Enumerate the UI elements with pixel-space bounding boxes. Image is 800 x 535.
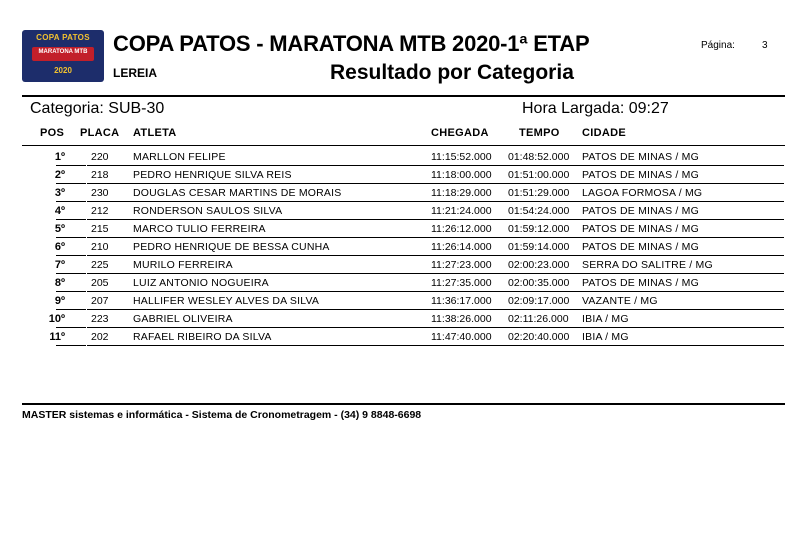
time-cell: 02:00:23.000 <box>508 259 570 271</box>
arrival-cell: 11:18:00.000 <box>431 169 492 181</box>
plate-cell: 225 <box>91 259 109 271</box>
event-logo <box>22 30 104 82</box>
plate-cell: 202 <box>91 331 109 343</box>
arrival-cell: 11:36:17.000 <box>431 295 492 307</box>
arrival-cell: 11:21:24.000 <box>431 205 492 217</box>
city-cell: PATOS DE MINAS / MG <box>582 223 699 235</box>
arrival-cell: 11:47:40.000 <box>431 331 492 343</box>
logo-top-text: COPA PATOS <box>36 33 90 42</box>
table-row <box>0 148 800 166</box>
time-cell: 01:59:14.000 <box>508 241 570 253</box>
plate-cell: 223 <box>91 313 109 325</box>
category-label: Categoria: SUB-30 <box>30 100 165 117</box>
arrival-cell: 11:27:35.000 <box>431 277 492 289</box>
column-header-athlete: ATLETA <box>133 127 177 139</box>
plate-cell: 230 <box>91 187 109 199</box>
time-cell: 01:51:00.000 <box>508 169 570 181</box>
position-cell: 8º <box>54 277 65 289</box>
time-cell: 02:11:26.000 <box>508 313 569 325</box>
column-header-plate: PLACA <box>80 127 120 139</box>
athlete-cell: RONDERSON SAULOS SILVA <box>133 205 283 217</box>
logo-year-text: 2020 <box>54 66 72 75</box>
athlete-cell: HALLIFER WESLEY ALVES DA SILVA <box>133 295 320 307</box>
time-cell: 02:00:35.000 <box>508 277 570 289</box>
page-subtitle: Resultado por Categoria <box>330 61 574 84</box>
row-underline <box>87 345 784 346</box>
row-underline <box>56 345 86 346</box>
table-row <box>0 202 800 220</box>
position-cell: 4º <box>54 205 65 217</box>
city-cell: IBIA / MG <box>582 331 629 343</box>
table-row <box>0 274 800 292</box>
arrival-cell: 11:27:23.000 <box>431 259 492 271</box>
footer-text: MASTER sistemas e informática - Sistema de Cronometragem - (34) 9 8848-6698 <box>22 409 422 421</box>
location-label: LEREIA <box>113 66 158 80</box>
plate-cell: 205 <box>91 277 109 289</box>
table-row <box>0 328 800 346</box>
plate-cell: 212 <box>91 205 109 217</box>
position-cell: 2º <box>54 169 65 181</box>
athlete-cell: PEDRO HENRIQUE SILVA REIS <box>133 169 292 181</box>
table-row <box>0 166 800 184</box>
logo-sub-text: MARATONA MTB <box>38 49 88 55</box>
city-cell: IBIA / MG <box>582 313 629 325</box>
results-table <box>0 148 800 346</box>
athlete-cell: RAFAEL RIBEIRO DA SILVA <box>133 331 272 343</box>
page-number: 3 <box>762 40 768 51</box>
position-cell: 1º <box>54 151 65 163</box>
position-cell: 3º <box>54 187 65 199</box>
column-header-arrival: CHEGADA <box>431 127 489 139</box>
position-cell: 7º <box>54 259 65 271</box>
plate-cell: 215 <box>91 223 109 235</box>
table-row <box>0 220 800 238</box>
arrival-cell: 11:18:29.000 <box>431 187 492 199</box>
city-cell: VAZANTE / MG <box>582 295 658 307</box>
city-cell: LAGOA FORMOSA / MG <box>582 187 703 199</box>
arrival-cell: 11:38:26.000 <box>431 313 492 325</box>
table-row <box>0 256 800 274</box>
position-cell: 10º <box>48 313 65 325</box>
city-cell: PATOS DE MINAS / MG <box>582 151 699 163</box>
time-cell: 01:51:29.000 <box>508 187 570 199</box>
arrival-cell: 11:15:52.000 <box>431 151 492 163</box>
athlete-cell: MURILO FERREIRA <box>133 259 233 271</box>
position-cell: 6º <box>54 241 65 253</box>
athlete-cell: MARLLON FELIPE <box>133 151 226 163</box>
arrival-cell: 11:26:14.000 <box>431 241 492 253</box>
athlete-cell: GABRIEL OLIVEIRA <box>133 313 233 325</box>
table-row <box>0 310 800 328</box>
plate-cell: 220 <box>91 151 109 163</box>
column-header-time: TEMPO <box>519 127 560 139</box>
time-cell: 02:20:40.000 <box>508 331 570 343</box>
city-cell: PATOS DE MINAS / MG <box>582 277 699 289</box>
column-header-pos: POS <box>40 127 65 139</box>
city-cell: PATOS DE MINAS / MG <box>582 169 699 181</box>
plate-cell: 207 <box>91 295 109 307</box>
footer-divider <box>22 403 785 405</box>
city-cell: SERRA DO SALITRE / MG <box>582 259 713 271</box>
position-cell: 9º <box>54 295 65 307</box>
athlete-cell: LUIZ ANTONIO NOGUEIRA <box>133 277 269 289</box>
plate-cell: 218 <box>91 169 109 181</box>
page-number-label: Página: <box>701 40 735 51</box>
time-cell: 01:48:52.000 <box>508 151 570 163</box>
time-cell: 01:59:12.000 <box>508 223 570 235</box>
top-divider <box>22 95 785 97</box>
time-cell: 01:54:24.000 <box>508 205 570 217</box>
table-row <box>0 238 800 256</box>
table-row <box>0 292 800 310</box>
column-header-city: CIDADE <box>582 127 626 139</box>
athlete-cell: DOUGLAS CESAR MARTINS DE MORAIS <box>133 187 342 199</box>
header-divider <box>22 145 785 146</box>
time-cell: 02:09:17.000 <box>508 295 570 307</box>
plate-cell: 210 <box>91 241 109 253</box>
arrival-cell: 11:26:12.000 <box>431 223 492 235</box>
position-cell: 5º <box>54 223 65 235</box>
start-time-label: Hora Largada: 09:27 <box>522 100 669 117</box>
city-cell: PATOS DE MINAS / MG <box>582 241 699 253</box>
city-cell: PATOS DE MINAS / MG <box>582 205 699 217</box>
athlete-cell: PEDRO HENRIQUE DE BESSA CUNHA <box>133 241 330 253</box>
position-cell: 11º <box>49 331 65 343</box>
athlete-cell: MARCO TULIO FERREIRA <box>133 223 266 235</box>
page-title: COPA PATOS - MARATONA MTB 2020-1ª ETAP <box>113 31 590 56</box>
table-row <box>0 184 800 202</box>
